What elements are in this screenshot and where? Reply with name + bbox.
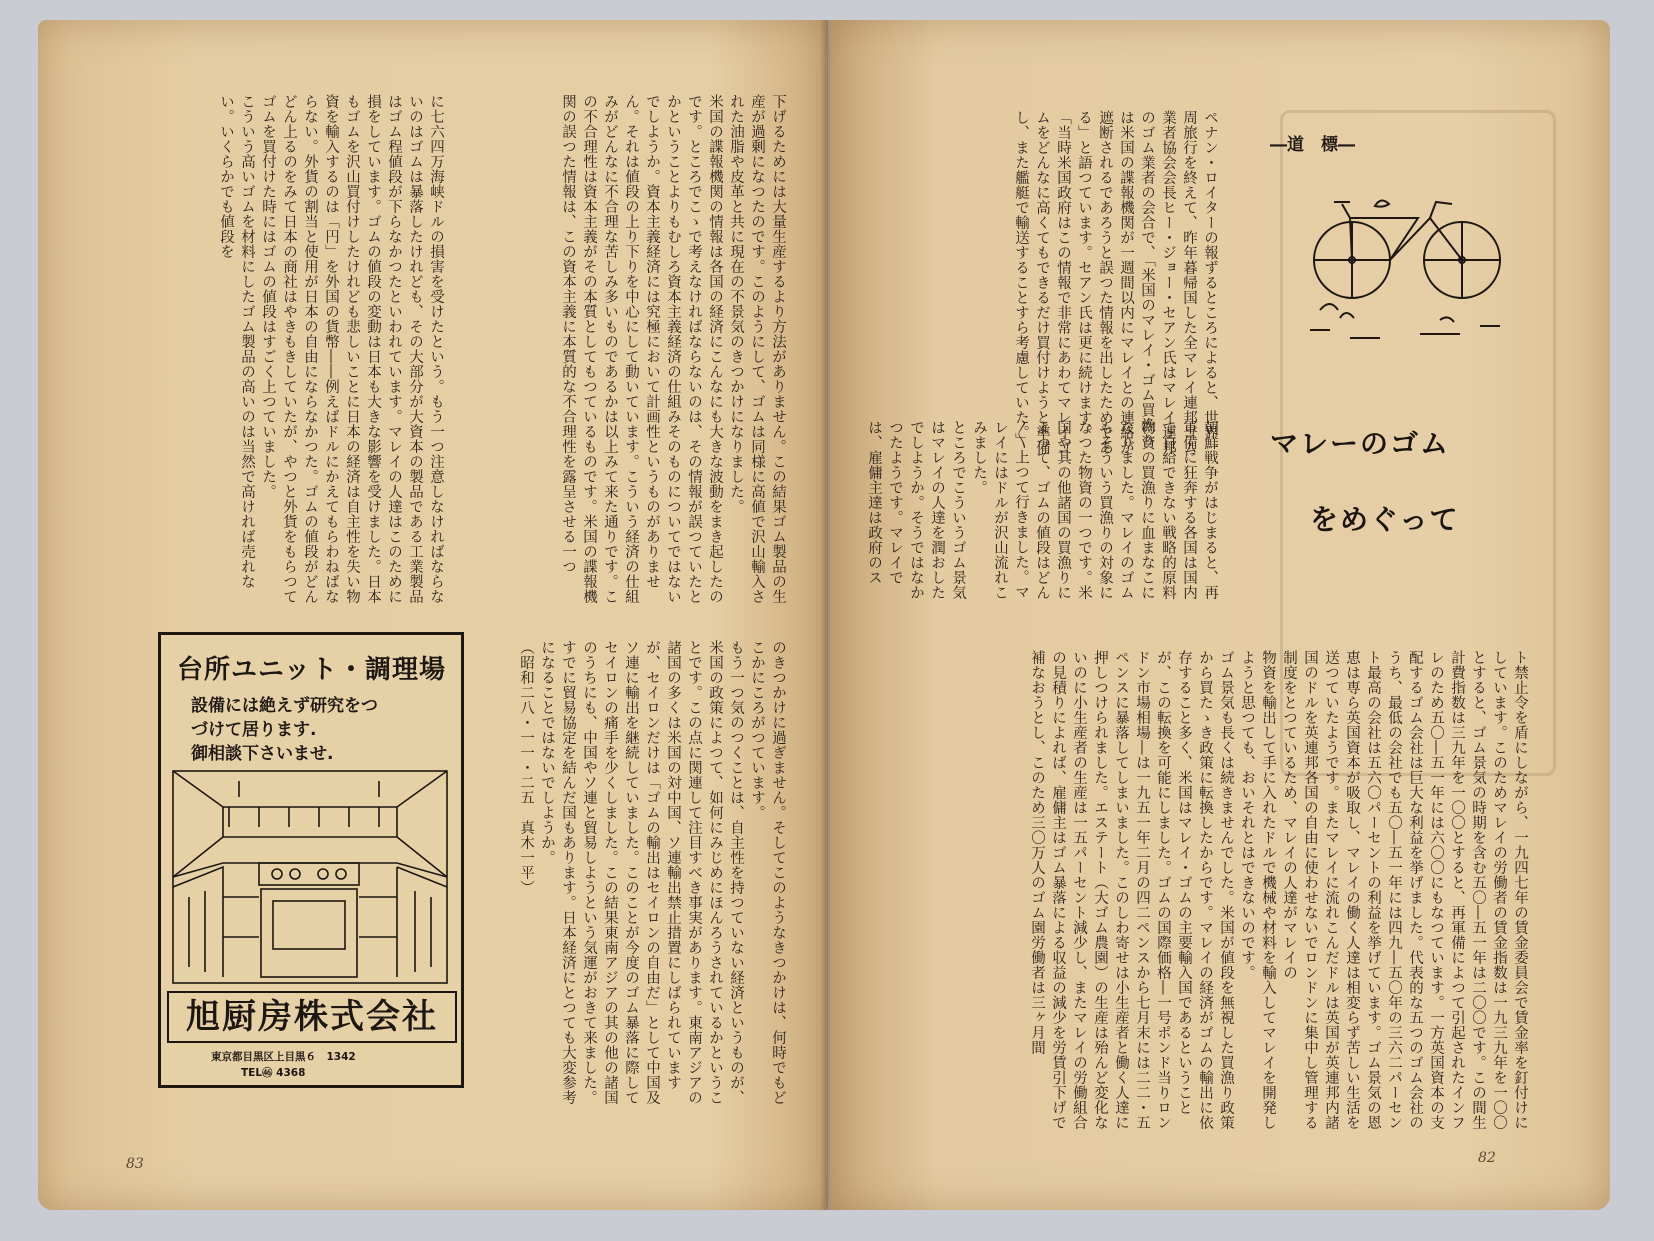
ad-line-2: づけて居ります. (191, 720, 317, 740)
headline-line-2: をめぐって (1310, 503, 1460, 536)
left-page-text-top (146, 94, 446, 604)
left-bottom-paragraph-1: のきつかけに過ぎません。そしてこのようなきつかけは、何時でもどこかにころがつています。 (749, 640, 786, 1105)
right-mid-paragraph-1: 朝鮮戦争がはじまると、再軍備に狂奔する各国は国内で自給できない戦略的原料物資の買漁りに血まなこになりました。マレイのゴムもそういう買漁りの対象になつた物資の一つです。米国や其の他諸国の買漁りによつて、ゴムの値段はどん〳〵上つて行きました。マレイにはドルが沢山流れこみました。 (971, 420, 1218, 600)
left-mid-paragraph-2: 米国の諜報機関の情報は各国の経済にこんなにも大きな波動をまき起したのです。ところでこゝで考えなければならないのは、その情報が誤つていたとかということよりもむしろ資本主義経済の仕組みそのものについてではないでしようか。資本主義経済には究極において計画性というものがありません。それは値段の上り下りを中心にして動いています。こういう経済の仕組みがどんなに不合理な苦しみ多いものであるかは以上みて来た通りです。この不合理性は資本主義がその本質としてもつているものです。米国の諜報機関の誤つた情報は、この資本主義に本質的な不合理性を露呈させる一つ (560, 94, 723, 604)
left-page-text-bottom (468, 640, 788, 1110)
left-page-text-mid (458, 94, 788, 604)
right-top-paragraph-1: ペナン・ロイターの報ずるところによると、世界一周旅行を終えて、昨年暮帰国した全マレイ連邦ゴム業者協会会長ヒー・ジョー・セアン氏はマレイ連邦のゴム業者の会合で、「米国のマレイ・ゴム買漁りは米国の諜報機関が一週間以内にマレイとの連絡が遮断されるであろうと誤つた情報を出したためである」と語つています。セアン氏は更に続けます。「当時米国政府はこの情報で非常にあわてマレイゴムをどんなに高くてもできるだけ買付けようと準備し、また艦艇で輸送することすら考慮していた。」 (1013, 110, 1218, 455)
left-bottom-paragraph-2: もう一つ気のつくことは、自主性を持つていない経済というものが、米国の政策によつて、如何にみじめにほんろうされているかということです。この点に関連して注目すべき事実があります。東南アジアの諸国の多くは米国の対中国、ソ連輸出禁止措置にしばられていますが、セイロンだけは「ゴムの輸出はセイロンの自由だ」として中国及ソ連に輸出を継続していました。このことが今度のゴム暴落に際してセイロンの痛手を少くしました。この結果東南アジアの其の他の諸国のうちにも、中国やソ連と貿易しようという気運がおきて来ました。すでに貿易協定を結んだ国もあります。日本経済にとつても大変参考になることではないでしようか。 (539, 640, 744, 1105)
left-page (38, 20, 828, 1210)
open-book (30, 20, 1620, 1220)
left-top-paragraph-1: に七六四万海峡ドルの損害を受けたという。もう一つ注意しなければならないのはゴムは暴落したけれども、その大部分が大資本の製品である工業製品はゴム程値段が下らなかつたといわれています。マレイの人達はこのために損をしています。ゴムの値段の変動は日本も大きな影響を受けました。日本もゴムを沢山買付けしたけれども悲しいことに日本の経済は自主性を失い物資を輸入するのは「円」を外国の貨幣――例えばドルにかえてもらわねばならない。外貨の割当と使用が日本の自由にならなかつた。ゴムの値段がどんどん上るのをみて日本の商社はやきもきしていたが、やつと外貨をもらつてゴムを買付けた時にはゴムの値段はすごく上つていました。 (260, 94, 444, 604)
column-section-label: ―道 標― (1270, 135, 1355, 155)
author-credit: （昭和二八・一一・二五 真木一平） (518, 640, 534, 895)
right-page (830, 20, 1610, 1210)
ad-address: 東京都目黒区上目黒６ 1342 (211, 1051, 356, 1063)
left-page-number: 83 (126, 1156, 144, 1172)
left-top-paragraph-2: こういう高いゴムを材料にしたゴム製品の高いのは当然で高ければ売れない。いくらかでも値段を (218, 94, 255, 589)
ad-title: 台所ユニット・調理場 (177, 655, 446, 685)
right-mid-paragraph-2: ところでこういうゴム景気はマレイの人達を潤おしたでしようか。そうではなかつたようです。マレイでは、雇傭主達は政府のス (866, 420, 966, 600)
ad-telephone: TEL㊻ 4368 (241, 1067, 306, 1079)
right-bottom-paragraph-2: 物資を輸出して手に入れたドルで機械や材料を輸入してマレイを開発しようと思つても、おいそれとはできないのです。 (1239, 650, 1276, 1130)
right-bottom-paragraph-1: ト禁止令を盾にしながら、一九四七年の賃金委員会で賃金率を釘付けにしています。このためマレイの労働者の賃金指数は一九三九年を一〇〇とすると、ゴム景気の時期を含む五〇―五一年は二〇〇です。この間生計費指数は三九年を一〇〇とすると、再軍備によつて引起されたインフレのため五〇―五一年には六〇〇にもなつています。一方英国資本の支配するゴム会社は巨大な利益を挙げました。代表的な五つのゴム会社のうち、最低の会社でも五〇―五一年には四九―五〇年の三六二パーセント最高の会社は五六〇パーセントの利益を挙げています。ゴム景気の恩恵は専ら英国資本が吸取し、マレイの働く人達は相変らず苦しい生活を送つていたようです。またマレイに流れこんだドルは英国が英連邦内諸国のドルを英連邦各国の自由に使わせないでロンドンに集中し管理する制度をとつているため、マレイの人達がマレイの (1281, 650, 1528, 1130)
headline-line-1: マレーのゴム (1270, 427, 1451, 460)
ad-company-name: 旭厨房株式会社 (167, 991, 457, 1043)
right-bottom-paragraph-3: ゴム景気も長くは続きませんでした。米国が値段を無視した買漁り政策から買たゝき政策に転換したからです。マレイの経済がゴムの輸出に依存すること多く、米国はマレイ・ゴムの主要輸入国であるということが、この転換を可能にしました。ゴムの国際価格―一号ポンド当りロンドン市場相場―は一九五一年二月の四二ペンスから七月末には二二・五ペンスに暴落してしまいました。このしわ寄せは小生産者と働く人達に押しつけられました。エステート（大ゴム農園）の生産は殆んど変化ないのに小生産者の生産は一五パーセント減少し、またマレイの労働組合の見積りによれば、雇傭主はゴム暴落による収益の減少を労賃引下げで補なおうとし、このため三〇万人のゴム園労働者は三ヶ月間 (1029, 650, 1234, 1130)
kitchen-illustration (169, 767, 451, 987)
right-page-text-mid (866, 420, 1220, 610)
bicycle-illustration (1290, 190, 1520, 350)
right-page-number: 82 (1478, 1150, 1496, 1166)
right-page-text-top (870, 110, 1220, 460)
kitchen-advertisement (158, 632, 464, 1088)
ad-line-3: 御相談下さいませ. (191, 744, 334, 764)
right-page-text-bottom (870, 650, 1530, 1140)
ad-line-1: 設備には絶えず研究をつ (191, 696, 378, 716)
left-mid-paragraph-1: 下げるためには大量生産するより方法がありません。この結果ゴム製品の生産が過剰になつたのです。このようにして、ゴムは同様に高値で沢山輸入された油脂や皮革と共に現在の不景気のきつかけになりました。 (728, 94, 786, 604)
